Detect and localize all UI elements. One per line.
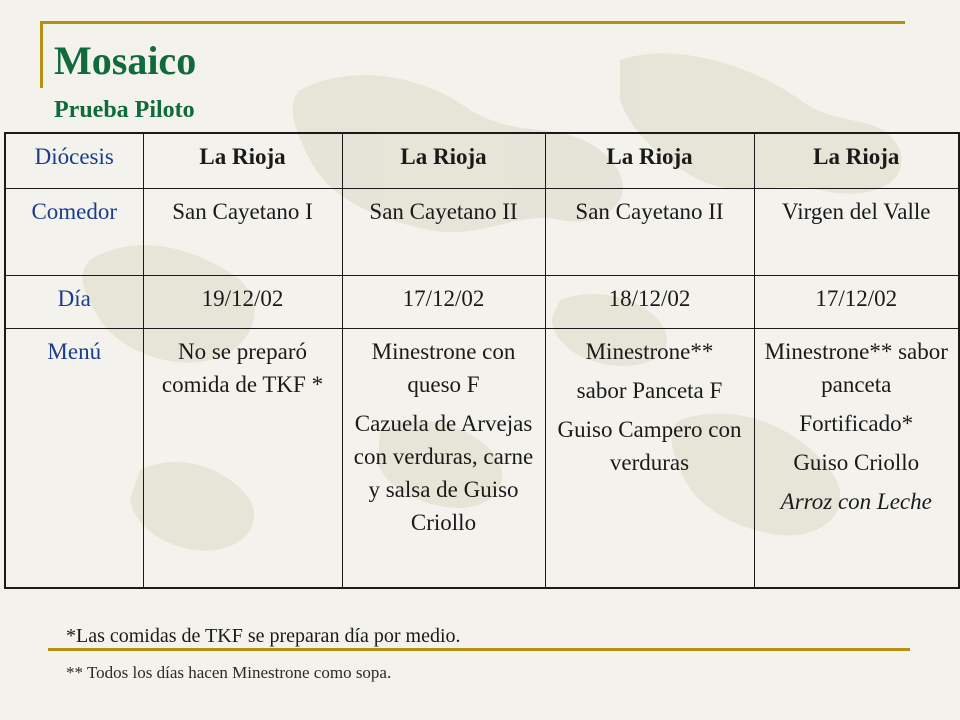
table-cell: San Cayetano II — [545, 189, 754, 276]
menu-table — [4, 132, 960, 589]
table-row-menu — [5, 329, 959, 589]
accent-line-bottom — [48, 648, 910, 651]
menu-item: Minestrone** — [585, 339, 714, 364]
header-cell: La Rioja — [754, 133, 959, 189]
table-row-comedor — [5, 189, 959, 276]
table-cell: San Cayetano I — [143, 189, 342, 276]
header-cell: La Rioja — [143, 133, 342, 189]
menu-cell — [545, 329, 754, 589]
menu-item: No se preparó comida de TKF * — [161, 339, 324, 397]
table-cell: 18/12/02 — [545, 276, 754, 329]
accent-line-left — [40, 21, 43, 88]
table-cell: 17/12/02 — [754, 276, 959, 329]
footnote-minestrone: ** Todos los días hacen Minestrone como sopa. — [66, 663, 392, 682]
table-row-dia — [5, 276, 959, 329]
table-cell: Virgen del Valle — [754, 189, 959, 276]
menu-cell — [143, 329, 342, 589]
header-cell: La Rioja — [342, 133, 545, 189]
table-cell: San Cayetano II — [342, 189, 545, 276]
cell-label-menu: Menú — [5, 329, 143, 589]
cell-label-comedor: Comedor — [5, 189, 143, 276]
cell-label-dia: Día — [5, 276, 143, 329]
menu-item: Minestrone con queso F — [371, 339, 516, 397]
menu-item: Guiso Campero con verduras — [557, 417, 742, 475]
menu-cell — [754, 329, 959, 589]
cell-label-diocesis: Diócesis — [5, 133, 143, 189]
menu-item: Cazuela de Arvejas con verduras, carne y salsa de Guiso Criollo — [353, 411, 534, 535]
accent-line-top — [40, 21, 905, 24]
footnote-tkf: *Las comidas de TKF se preparan día por medio. — [66, 625, 461, 647]
header-cell: La Rioja — [545, 133, 754, 189]
menu-item: Minestrone** sabor panceta — [764, 339, 948, 397]
table-cell: 17/12/02 — [342, 276, 545, 329]
table-row-diocesis — [5, 133, 959, 189]
menu-item: sabor Panceta F — [576, 378, 723, 403]
table-cell: 19/12/02 — [143, 276, 342, 329]
menu-item: Guiso Criollo — [793, 450, 920, 475]
slide-subtitle: Prueba Piloto — [54, 97, 195, 123]
menu-item: Arroz con Leche — [780, 489, 932, 514]
slide-title: Mosaico — [54, 38, 197, 83]
menu-item: Fortificado* — [799, 411, 914, 436]
menu-cell — [342, 329, 545, 589]
